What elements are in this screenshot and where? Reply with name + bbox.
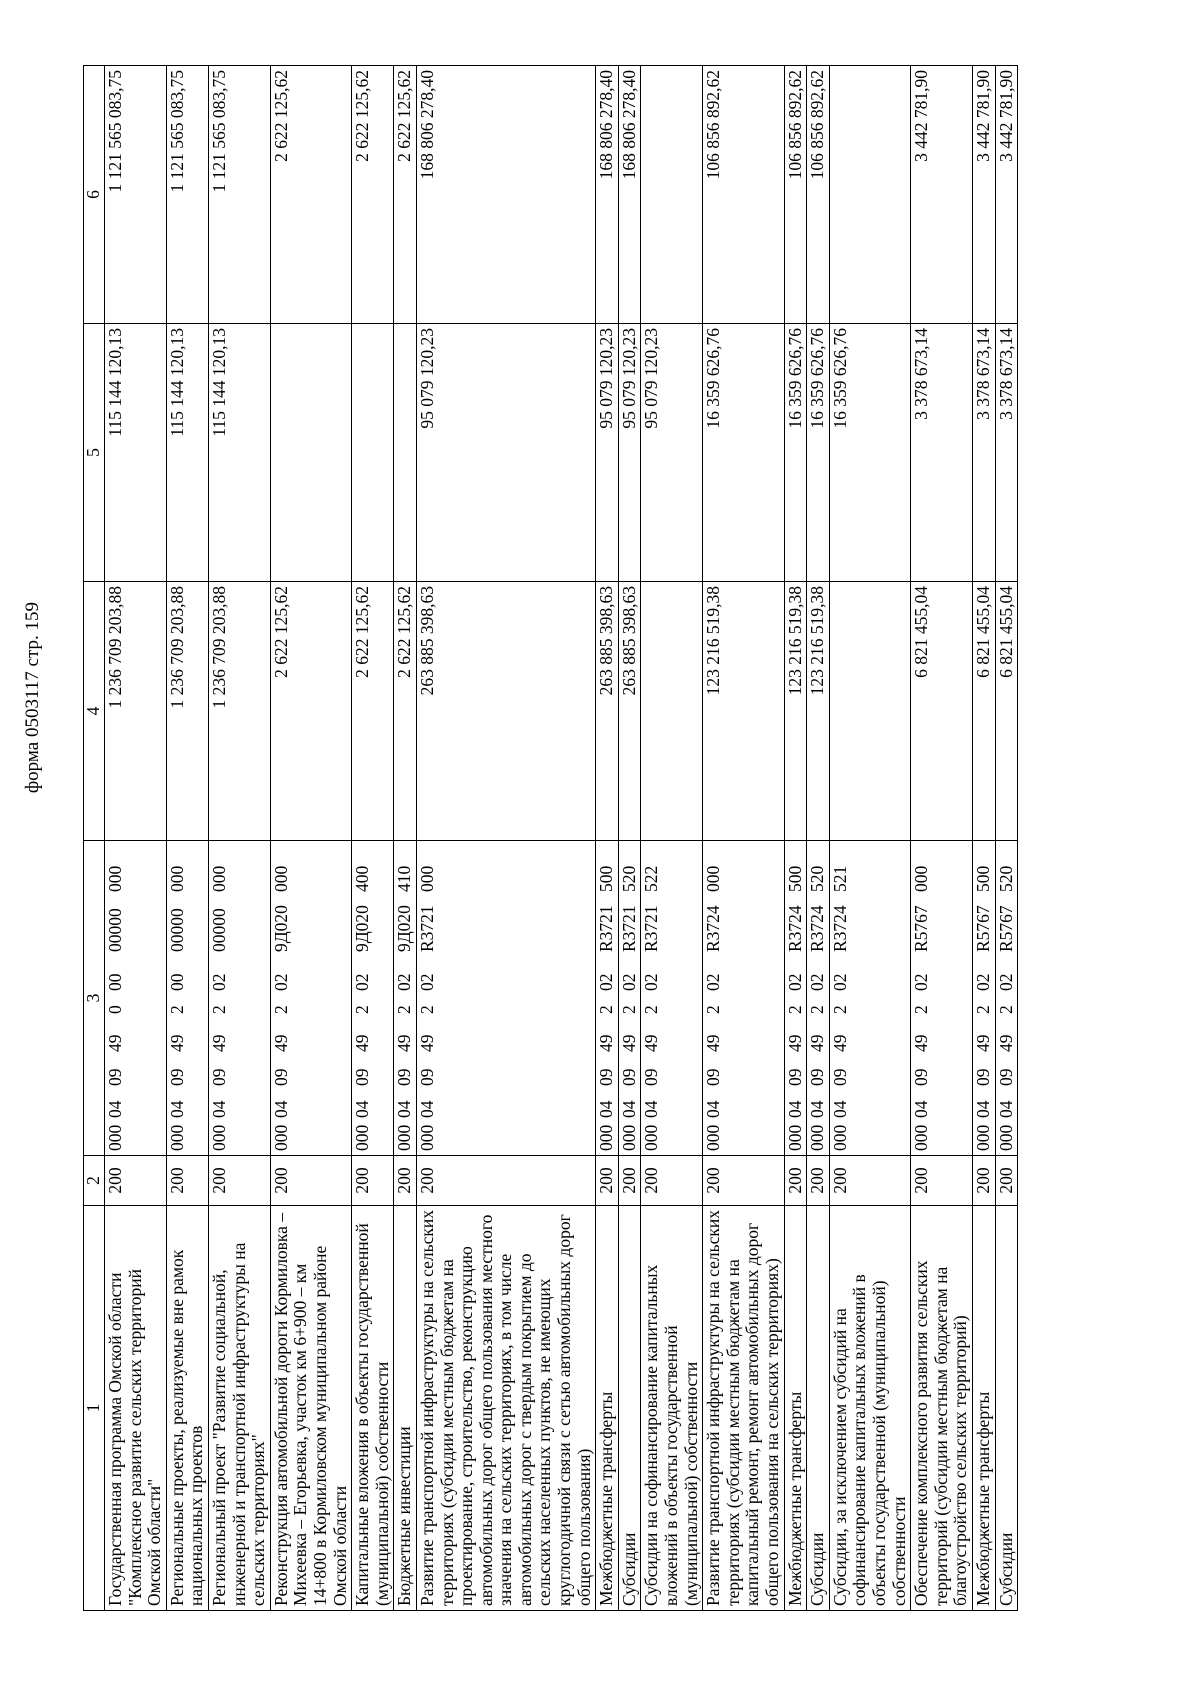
code-part: 09 [352, 1068, 373, 1086]
code-part: 02 [784, 973, 805, 991]
code-part: 521 [829, 865, 850, 892]
form-label: форма 0503117 стр. 159 [22, 602, 43, 794]
code-part: 520 [807, 865, 828, 892]
budget-code-cell [394, 841, 417, 1156]
amount-col4-cell [641, 582, 703, 841]
amount-col4-cell: 123 216 519,38 [784, 582, 807, 841]
code-part: 000 [394, 1124, 415, 1151]
code-part: R3721 [416, 905, 437, 952]
column-header: 5 [84, 324, 105, 582]
amount-col4-cell: 263 885 398,63 [596, 582, 619, 841]
line-code-cell: 200 [911, 1156, 973, 1206]
line-code-cell: 200 [618, 1156, 641, 1206]
amount-col5-cell [394, 324, 417, 582]
code-part: 000 [270, 1124, 291, 1151]
amount-col5-cell: 95 079 120,23 [596, 324, 619, 582]
code-part: 02 [911, 973, 932, 991]
table-row [596, 66, 619, 1611]
code-part: R3721 [596, 905, 617, 952]
code-part: 2 [972, 1005, 993, 1014]
amount-col4-cell: 2 622 125,62 [394, 582, 417, 841]
row-name-cell: Развитие транспортной инфраструктуры на сельских территориях (субсидии местным бюджетам на капитальный ремонт, ремонт автомобильных дорог общего пользования на сельских территориях) [703, 1206, 784, 1611]
code-part: R5767 [911, 905, 932, 952]
budget-code-cell [995, 841, 1018, 1156]
line-code-cell: 200 [352, 1156, 394, 1206]
line-code-cell: 200 [703, 1156, 784, 1206]
amount-col5-cell: 16 359 626,76 [703, 324, 784, 582]
row-name-cell: Субсидии [618, 1206, 641, 1611]
code-part: 09 [703, 1068, 724, 1086]
budget-table [83, 65, 1018, 1611]
amount-col4-cell: 123 216 519,38 [703, 582, 784, 841]
code-part: R5767 [972, 905, 993, 952]
code-part: 09 [972, 1068, 993, 1086]
line-code-cell: 200 [995, 1156, 1018, 1206]
code-part: 04 [352, 1100, 373, 1118]
code-part: 000 [995, 1124, 1016, 1151]
table-row [416, 66, 595, 1611]
column-header: 4 [84, 582, 105, 841]
code-part: 49 [641, 1034, 662, 1052]
amount-col6-cell: 1 121 565 083,75 [208, 66, 270, 324]
budget-code-cell [829, 841, 910, 1156]
amount-col4-cell: 6 821 455,04 [995, 582, 1018, 841]
amount-col6-cell: 106 856 892,62 [807, 66, 830, 324]
row-name-cell: Развитие транспортной инфраструктуры на сельских территориях (субсидии местным бюджетам на проектирование, строительство, реконструкцию автомобильных дорог общего пользования местного значения на сельских территориях, в том числе автомобильных дорог с твердым покрытием до сельских населенных пунктов, не имеющих круглогодичной связи с сетью автомобильных дорог общего пользования) [416, 1206, 595, 1611]
column-header: 2 [84, 1156, 105, 1206]
amount-col6-cell: 106 856 892,62 [703, 66, 784, 324]
line-code-cell: 200 [105, 1156, 167, 1206]
code-part: 49 [618, 1034, 639, 1052]
amount-col5-cell: 3 378 673,14 [995, 324, 1018, 582]
line-code-cell: 200 [807, 1156, 830, 1206]
code-part: R3724 [703, 905, 724, 952]
row-name-cell: Капитальные вложения в объекты государственной (муниципальной) собственности [352, 1206, 394, 1611]
table-row [394, 66, 417, 1611]
code-part: 49 [703, 1034, 724, 1052]
code-part: R3724 [784, 905, 805, 952]
code-part: 000 [784, 1124, 805, 1151]
code-part: 000 [703, 1124, 724, 1151]
code-part: 500 [784, 865, 805, 892]
line-code-cell: 200 [972, 1156, 995, 1206]
code-part: 49 [208, 1034, 229, 1052]
code-part: 000 [911, 865, 932, 892]
amount-col5-cell: 115 144 120,13 [105, 324, 167, 582]
amount-col6-cell [829, 66, 910, 324]
code-part: 04 [270, 1100, 291, 1118]
code-part: 02 [416, 973, 437, 991]
table-row [784, 66, 807, 1611]
code-part: 000 [596, 1124, 617, 1151]
code-part: 000 [208, 865, 229, 892]
amount-col6-cell: 168 806 278,40 [416, 66, 595, 324]
line-code-cell: 200 [208, 1156, 270, 1206]
amount-col5-cell: 3 378 673,14 [911, 324, 973, 582]
code-part: 000 [105, 865, 125, 892]
code-part: 00000 [208, 908, 229, 952]
code-part: 09 [596, 1068, 617, 1086]
column-header: 1 [84, 1206, 105, 1611]
budget-code-cell [166, 841, 208, 1156]
line-code-cell: 200 [394, 1156, 417, 1206]
code-part: 09 [995, 1068, 1016, 1086]
code-part: R5767 [995, 905, 1016, 952]
row-name-cell: Субсидии на софинансирование капитальных вложений в объекты государственной (муниципальной) собственности [641, 1206, 703, 1611]
row-name-cell: Региональный проект "Развитие социальной, инженерной и транспортной инфраструктуры на сельских территориях" [208, 1206, 270, 1611]
code-part: 000 [166, 865, 187, 892]
code-part: 04 [995, 1100, 1016, 1118]
code-part: 500 [972, 865, 993, 892]
table-row [208, 66, 270, 1611]
code-part: 04 [807, 1100, 828, 1118]
table-row [105, 66, 167, 1611]
code-part: 2 [208, 1005, 229, 1014]
code-part: 02 [270, 973, 291, 991]
line-code-cell: 200 [641, 1156, 703, 1206]
code-part: R3724 [829, 905, 850, 952]
code-part: 02 [829, 973, 850, 991]
table-row [911, 66, 973, 1611]
code-part: 02 [703, 973, 724, 991]
line-code-cell: 200 [270, 1156, 351, 1206]
code-part: 2 [394, 1005, 415, 1014]
code-part: R3721 [641, 905, 662, 952]
code-part: 04 [972, 1100, 993, 1118]
code-part: 500 [596, 865, 617, 892]
amount-col6-cell: 1 121 565 083,75 [166, 66, 208, 324]
code-part: 000 [105, 1124, 125, 1151]
code-part: 02 [972, 973, 993, 991]
code-part: 09 [618, 1068, 639, 1086]
amount-col4-cell: 263 885 398,63 [618, 582, 641, 841]
row-name-cell: Бюджетные инвестиции [394, 1206, 417, 1611]
code-part: 04 [703, 1100, 724, 1118]
code-part: 2 [703, 1005, 724, 1014]
table-row [703, 66, 784, 1611]
code-part: 2 [352, 1005, 373, 1014]
amount-col5-cell: 115 144 120,13 [208, 324, 270, 582]
code-part: 2 [166, 1005, 187, 1014]
amount-col4-cell: 1 236 709 203,88 [105, 582, 167, 841]
code-part: 2 [829, 1005, 850, 1014]
amount-col4-cell: 1 236 709 203,88 [208, 582, 270, 841]
code-part: R3724 [807, 905, 828, 952]
code-part: 49 [972, 1034, 993, 1052]
budget-code-cell [703, 841, 784, 1156]
amount-col6-cell: 2 622 125,62 [394, 66, 417, 324]
budget-code-cell [618, 841, 641, 1156]
budget-code-cell [807, 841, 830, 1156]
code-part: 04 [208, 1100, 229, 1118]
row-name-cell: Субсидии, за исключением субсидий на софинансирование капитальных вложений в объекты государственной (муниципальной) собственности [829, 1206, 910, 1611]
code-part: 49 [995, 1034, 1016, 1052]
budget-code-cell [208, 841, 270, 1156]
code-part: 09 [784, 1068, 805, 1086]
line-code-cell: 200 [829, 1156, 910, 1206]
amount-col5-cell: 3 378 673,14 [972, 324, 995, 582]
code-part: 04 [394, 1100, 415, 1118]
budget-code-cell [270, 841, 351, 1156]
code-part: 2 [641, 1005, 662, 1014]
table-row [995, 66, 1018, 1611]
amount-col4-cell: 6 821 455,04 [911, 582, 973, 841]
code-part: 000 [972, 1124, 993, 1151]
code-part: R3721 [618, 905, 639, 952]
amount-col6-cell: 3 442 781,90 [911, 66, 973, 324]
code-part: 04 [641, 1100, 662, 1118]
amount-col4-cell: 123 216 519,38 [807, 582, 830, 841]
amount-col4-cell: 1 236 709 203,88 [166, 582, 208, 841]
amount-col4-cell [829, 582, 910, 841]
code-part: 2 [618, 1005, 639, 1014]
code-part: 49 [911, 1034, 932, 1052]
amount-col6-cell: 3 442 781,90 [972, 66, 995, 324]
budget-code-cell [972, 841, 995, 1156]
code-part: 49 [105, 1034, 125, 1052]
row-name-cell: Обеспечение комплексного развития сельских территорий (субсидии местным бюджетам на благоустройство сельских территорий) [911, 1206, 973, 1611]
table-row [807, 66, 830, 1611]
amount-col5-cell: 95 079 120,23 [641, 324, 703, 582]
budget-code-cell [416, 841, 595, 1156]
table-row [166, 66, 208, 1611]
amount-col4-cell: 2 622 125,62 [352, 582, 394, 841]
code-part: 00000 [105, 908, 125, 952]
code-part: 000 [208, 1124, 229, 1151]
code-part: 02 [394, 973, 415, 991]
budget-code-cell [352, 841, 394, 1156]
code-part: 9Д020 [270, 905, 291, 952]
code-part: 09 [416, 1068, 437, 1086]
code-part: 520 [618, 865, 639, 892]
table-row [270, 66, 351, 1611]
code-part: 00 [105, 973, 125, 991]
code-part: 49 [784, 1034, 805, 1052]
code-part: 520 [995, 865, 1016, 892]
code-part: 000 [829, 1124, 850, 1151]
code-part: 09 [911, 1068, 932, 1086]
amount-col5-cell: 95 079 120,23 [416, 324, 595, 582]
budget-code-cell [641, 841, 703, 1156]
amount-col5-cell [352, 324, 394, 582]
code-part: 000 [807, 1124, 828, 1151]
amount-col6-cell: 2 622 125,62 [270, 66, 351, 324]
budget-code-cell [784, 841, 807, 1156]
code-part: 00000 [166, 908, 187, 952]
code-part: 000 [641, 1124, 662, 1151]
code-part: 02 [596, 973, 617, 991]
code-part: 04 [596, 1100, 617, 1118]
amount-col6-cell: 3 442 781,90 [995, 66, 1018, 324]
code-part: 09 [105, 1068, 125, 1086]
code-part: 000 [270, 865, 291, 892]
code-part: 410 [394, 865, 415, 892]
amount-col6-cell: 168 806 278,40 [618, 66, 641, 324]
row-name-cell: Межбюджетные трансферты [596, 1206, 619, 1611]
code-part: 2 [270, 1005, 291, 1014]
row-name-cell: Региональные проекты, реализуемые вне рамок национальных проектов [166, 1206, 208, 1611]
code-part: 00 [166, 973, 187, 991]
code-part: 09 [394, 1068, 415, 1086]
code-part: 09 [166, 1068, 187, 1086]
amount-col5-cell: 95 079 120,23 [618, 324, 641, 582]
code-part: 400 [352, 865, 373, 892]
table-row [618, 66, 641, 1611]
code-part: 2 [807, 1005, 828, 1014]
code-part: 09 [807, 1068, 828, 1086]
code-part: 49 [829, 1034, 850, 1052]
row-name-cell: Субсидии [995, 1206, 1018, 1611]
code-part: 000 [352, 1124, 373, 1151]
amount-col4-cell: 263 885 398,63 [416, 582, 595, 841]
column-header: 6 [84, 66, 105, 324]
code-part: 04 [416, 1100, 437, 1118]
column-header: 3 [84, 841, 105, 1156]
code-part: 49 [166, 1034, 187, 1052]
budget-code-cell [911, 841, 973, 1156]
code-part: 04 [784, 1100, 805, 1118]
row-name-cell: Субсидии [807, 1206, 830, 1611]
amount-col5-cell: 16 359 626,76 [784, 324, 807, 582]
amount-col6-cell: 2 622 125,62 [352, 66, 394, 324]
code-part: 000 [618, 1124, 639, 1151]
header-row [84, 66, 105, 1611]
amount-col5-cell: 16 359 626,76 [807, 324, 830, 582]
code-part: 522 [641, 865, 662, 892]
code-part: 2 [995, 1005, 1016, 1014]
amount-col6-cell: 106 856 892,62 [784, 66, 807, 324]
code-part: 04 [829, 1100, 850, 1118]
code-part: 000 [166, 1124, 187, 1151]
line-code-cell: 200 [784, 1156, 807, 1206]
code-part: 04 [166, 1100, 187, 1118]
table-row [352, 66, 394, 1611]
code-part: 09 [208, 1068, 229, 1086]
code-part: 0 [105, 1005, 125, 1014]
amount-col5-cell: 16 359 626,76 [829, 324, 910, 582]
table-row [829, 66, 910, 1611]
code-part: 9Д020 [394, 905, 415, 952]
code-part: 02 [618, 973, 639, 991]
code-part: 49 [394, 1034, 415, 1052]
budget-code-cell [596, 841, 619, 1156]
code-part: 09 [641, 1068, 662, 1086]
amount-col5-cell [270, 324, 351, 582]
code-part: 2 [911, 1005, 932, 1014]
row-name-cell: Реконструкция автомобильной дороги Кормиловка – Михеевка – Егорьевка, участок км 6+900 – км 14+800 в Кормиловском муниципальном районе Омской области [270, 1206, 351, 1611]
row-name-cell: Государственная программа Омской области "Комплексное развитие сельских территорий Омской области" [105, 1206, 167, 1611]
line-code-cell: 200 [416, 1156, 595, 1206]
code-part: 49 [270, 1034, 291, 1052]
amount-col6-cell [641, 66, 703, 324]
amount-col4-cell: 2 622 125,62 [270, 582, 351, 841]
code-part: 04 [105, 1100, 125, 1118]
code-part: 2 [416, 1005, 437, 1014]
code-part: 49 [416, 1034, 437, 1052]
code-part: 04 [618, 1100, 639, 1118]
code-part: 9Д020 [352, 905, 373, 952]
code-part: 02 [208, 973, 229, 991]
line-code-cell: 200 [596, 1156, 619, 1206]
code-part: 02 [352, 973, 373, 991]
code-part: 49 [596, 1034, 617, 1052]
code-part: 000 [703, 865, 724, 892]
code-part: 02 [995, 973, 1016, 991]
budget-code-cell [105, 841, 167, 1156]
code-part: 000 [416, 1124, 437, 1151]
code-part: 49 [807, 1034, 828, 1052]
row-name-cell: Межбюджетные трансферты [972, 1206, 995, 1611]
amount-col6-cell: 1 121 565 083,75 [105, 66, 167, 324]
line-code-cell: 200 [166, 1156, 208, 1206]
code-part: 02 [641, 973, 662, 991]
code-part: 09 [829, 1068, 850, 1086]
code-part: 09 [270, 1068, 291, 1086]
code-part: 000 [416, 865, 437, 892]
amount-col6-cell: 168 806 278,40 [596, 66, 619, 324]
row-name-cell: Межбюджетные трансферты [784, 1206, 807, 1611]
code-part: 2 [596, 1005, 617, 1014]
amount-col5-cell: 115 144 120,13 [166, 324, 208, 582]
table-row [641, 66, 703, 1611]
code-part: 000 [911, 1124, 932, 1151]
code-part: 2 [784, 1005, 805, 1014]
code-part: 49 [352, 1034, 373, 1052]
code-part: 04 [911, 1100, 932, 1118]
amount-col4-cell: 6 821 455,04 [972, 582, 995, 841]
code-part: 02 [807, 973, 828, 991]
table-row [972, 66, 995, 1611]
